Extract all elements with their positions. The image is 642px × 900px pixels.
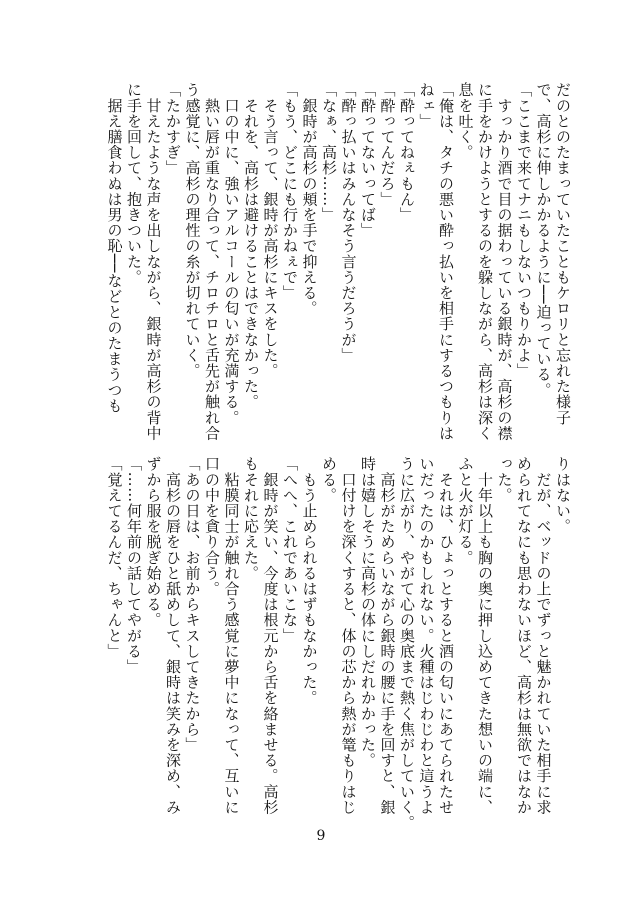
text-line: だのとのたまっていたこともケロリと忘れた様子 xyxy=(554,82,572,426)
text-line: 据え膳食わぬは男の恥──などとのたまうつも xyxy=(105,82,124,414)
text-line: 口の中を貪り合う。 xyxy=(203,456,221,597)
text-line: いだったのかもしれない。火種はじわじわと這うよ xyxy=(417,456,436,815)
text-line: う感覚に、高杉の理性の糸が切れていく。 xyxy=(183,82,202,379)
text-line: 粘膜同士が触れ合う感覚に夢中になって、互いに xyxy=(222,456,241,815)
text-line: 熱い唇が重なり合って、チロチロと舌先が触れ合 xyxy=(203,82,221,441)
text-line: ずから服を脱ぎ始める。 xyxy=(144,456,163,628)
text-line: 銀時が高杉の頬を手で抑える。 xyxy=(300,82,319,316)
text-line: 「あの日は、お前からキスしてきたから」 xyxy=(183,456,202,753)
text-line: 「……何年前の話してやがる」 xyxy=(125,456,143,675)
text-line: ふと火が灯る。 xyxy=(456,456,475,566)
text-line: められてなにも思わないほど、高杉は無欲ではなか xyxy=(515,456,533,815)
text-line: 時は嬉しそうに高杉の体にしだれかかった。 xyxy=(359,456,377,768)
text-line: だが、ベッドの上でずっと魅かれていた相手に求 xyxy=(534,456,553,815)
text-line: 口の中に、強いアルコールの匂いが充満する。 xyxy=(222,82,241,426)
text-line: 「ここまで来てナニもしないつもりかよ」 xyxy=(515,82,533,379)
text-line: 高杉の唇をひと舐めして、銀時は笑みを深め、み xyxy=(164,456,182,815)
text-line: で、高杉に伸しかかるように──迫っている。 xyxy=(534,82,553,398)
text-line: める。 xyxy=(320,456,338,503)
text-line: 「酔ってんだろ」 xyxy=(378,82,397,207)
text-line: 甘えたような声を出しながら、銀時が高杉の背中 xyxy=(144,82,163,441)
text-line: もう止められるはずもなかった。 xyxy=(300,456,319,706)
text-line: 「へへ、これであいこな」 xyxy=(281,456,299,644)
text-line: それを、高杉は避けることはできなかった。 xyxy=(242,82,260,410)
text-line: 「俺は、タチの悪い酔っ払いを相手にするつもりは xyxy=(437,82,455,441)
text-column-top xyxy=(104,82,572,441)
text-line: に手をかけようとするのを躱しながら、高杉は深く xyxy=(476,82,494,441)
text-line: すっかり酒で目の据わっている銀時が、高杉の襟 xyxy=(495,82,514,441)
text-line: 「酔ってねぇもん」 xyxy=(398,82,416,223)
page-number: 9 xyxy=(316,828,326,844)
text-line: 「なぁ、高杉……」 xyxy=(320,82,338,223)
text-line: 「もう、どこにも行かねぇで」 xyxy=(281,82,299,301)
text-line: もそれに応えた。 xyxy=(242,456,260,581)
text-line: 息を吐く。 xyxy=(456,82,475,160)
text-line: りはない。 xyxy=(554,456,572,534)
text-line: った。 xyxy=(495,456,514,503)
text-line: 「酔っ払いはみんなそう言うだろうが」 xyxy=(339,82,358,363)
text-line: 銀時が笑い、今度は根元から舌を絡ませる。高杉 xyxy=(261,456,280,815)
text-line: 「酔ってないってば」 xyxy=(359,82,377,238)
text-line: 「覚えてるんだ、ちゃんと」 xyxy=(105,456,124,659)
text-line: 高杉がためらいながら銀時の腰に手を回すと、銀 xyxy=(378,456,397,815)
text-column-bottom xyxy=(104,456,572,831)
text-line: それは、ひょっとすると酒の匂いにあてられたせ xyxy=(437,456,455,815)
text-line: 口付けを深くすると、体の芯から熱が篭もりはじ xyxy=(339,456,358,815)
text-line: そう言って、銀時が高杉にキスをした。 xyxy=(261,82,280,379)
text-line: うに広がり、やがて心の奥底まで熱く焦がしていく。 xyxy=(398,456,416,831)
text-line: 十年以上も胸の奥に押し込めてきた想いの端に、 xyxy=(476,456,494,815)
text-line: ねェ」 xyxy=(417,82,436,129)
text-line: に手を回して、抱きついた。 xyxy=(125,82,143,285)
text-line: 「たかすぎ」 xyxy=(164,82,182,176)
